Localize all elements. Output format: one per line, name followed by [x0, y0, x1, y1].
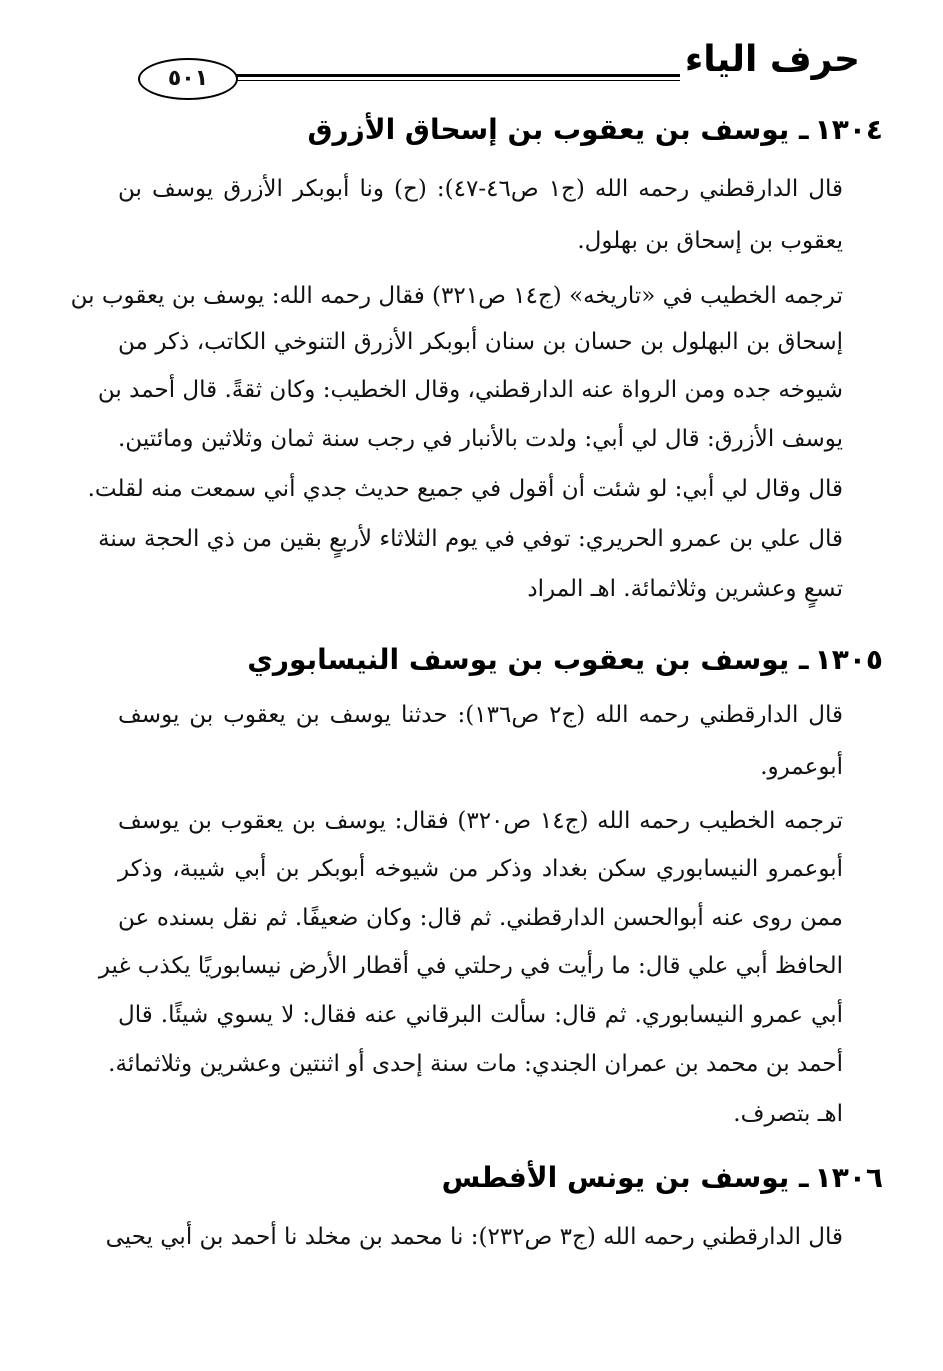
entry-line: قال وقال لي أبي: لو شئت أن أقول في جميع حديث جدي أني سمعت منه لقلت.	[87, 476, 843, 502]
entry-dash: ـ	[789, 113, 809, 146]
entry-line: ممن روى عنه أبوالحسن الدارقطني. ثم قال: وكان ضعيفًا. ثم نقل بسنده عن	[118, 905, 843, 931]
entry-line: يعقوب بن إسحاق بن بهلول.	[577, 228, 843, 254]
entry-dash: ـ	[789, 643, 809, 676]
entry-number: ١٣٠٦	[814, 1161, 883, 1194]
entry-line: يوسف الأزرق: قال لي أبي: ولدت بالأنبار في رجب سنة ثمان وثلاثين ومائتين.	[118, 426, 843, 452]
entry-number: ١٣٠٤	[814, 113, 883, 146]
running-header	[110, 38, 860, 98]
entry-line: الحافظ أبي علي قال: ما رأيت في رحلتي في أقطار الأرض نيسابوريًا يكذب غير	[98, 953, 843, 979]
entry-line: قال الدارقطني رحمه الله (ج٣ ص٢٣٢): نا محمد بن مخلد نا أحمد بن أبي يحيى	[105, 1224, 843, 1250]
entry-line: اهـ بتصرف.	[733, 1101, 843, 1127]
entry-heading	[442, 1160, 883, 1196]
entry-line: ترجمه الخطيب في «تاريخه» (ج١٤ ص٣٢١) فقال رحمه الله: يوسف بن يعقوب بن	[70, 283, 843, 309]
entry-line: أحمد بن محمد بن عمران الجندي: مات سنة إحدى أو اثنتين وعشرين وثلاثمائة.	[108, 1051, 843, 1077]
entry-line: إسحاق بن البهلول بن حسان بن سنان أبوبكر الأزرق التنوخي الكاتب، ذكر من	[118, 329, 843, 355]
entry-line: أبوعمرو.	[760, 754, 843, 780]
entry-heading	[307, 112, 883, 148]
entry-line: قال الدارقطني رحمه الله (ج١ ص٤٦-٤٧): (ح) ونا أبوبكر الأزرق يوسف بن	[118, 176, 843, 202]
entry-name: يوسف بن يعقوب بن يوسف النيسابوري	[247, 643, 790, 676]
entry-line: شيوخه جده ومن الرواة عنه الدارقطني، وقال الخطيب: وكان ثقةً. قال أحمد بن	[97, 377, 843, 403]
entry-dash: ـ	[789, 1161, 809, 1194]
entry-line: أبوعمرو النيسابوري سكن بغداد وذكر من شيوخه أبوبكر بن أبي شيبة، وذكر	[118, 856, 843, 882]
entry-name: يوسف بن يونس الأفطس	[441, 1161, 790, 1194]
entry-line: ترجمه الخطيب رحمه الله (ج١٤ ص٣٢٠) فقال: يوسف بن يعقوب بن يوسف	[118, 808, 843, 834]
entry-line: تسعٍ وعشرين وثلاثمائة. اهـ المراد	[527, 576, 843, 602]
page-number: ٥٠١	[138, 58, 238, 100]
entry-line: قال علي بن عمرو الحريري: توفي في يوم الثلاثاء لأربعٍ بقين من ذي الحجة سنة	[98, 526, 843, 552]
entry-heading	[247, 642, 883, 678]
entry-line: أبي عمرو النيسابوري. ثم قال: سألت البرقاني عنه فقال: لا يسوي شيئًا. قال	[118, 1002, 843, 1028]
entry-line: قال الدارقطني رحمه الله (ج٢ ص١٣٦): حدثنا يوسف بن يعقوب بن يوسف	[118, 702, 844, 728]
chapter-title: حرف الياء	[684, 39, 860, 80]
entry-number: ١٣٠٥	[814, 643, 883, 676]
entry-name: يوسف بن يعقوب بن إسحاق الأزرق	[307, 113, 790, 146]
